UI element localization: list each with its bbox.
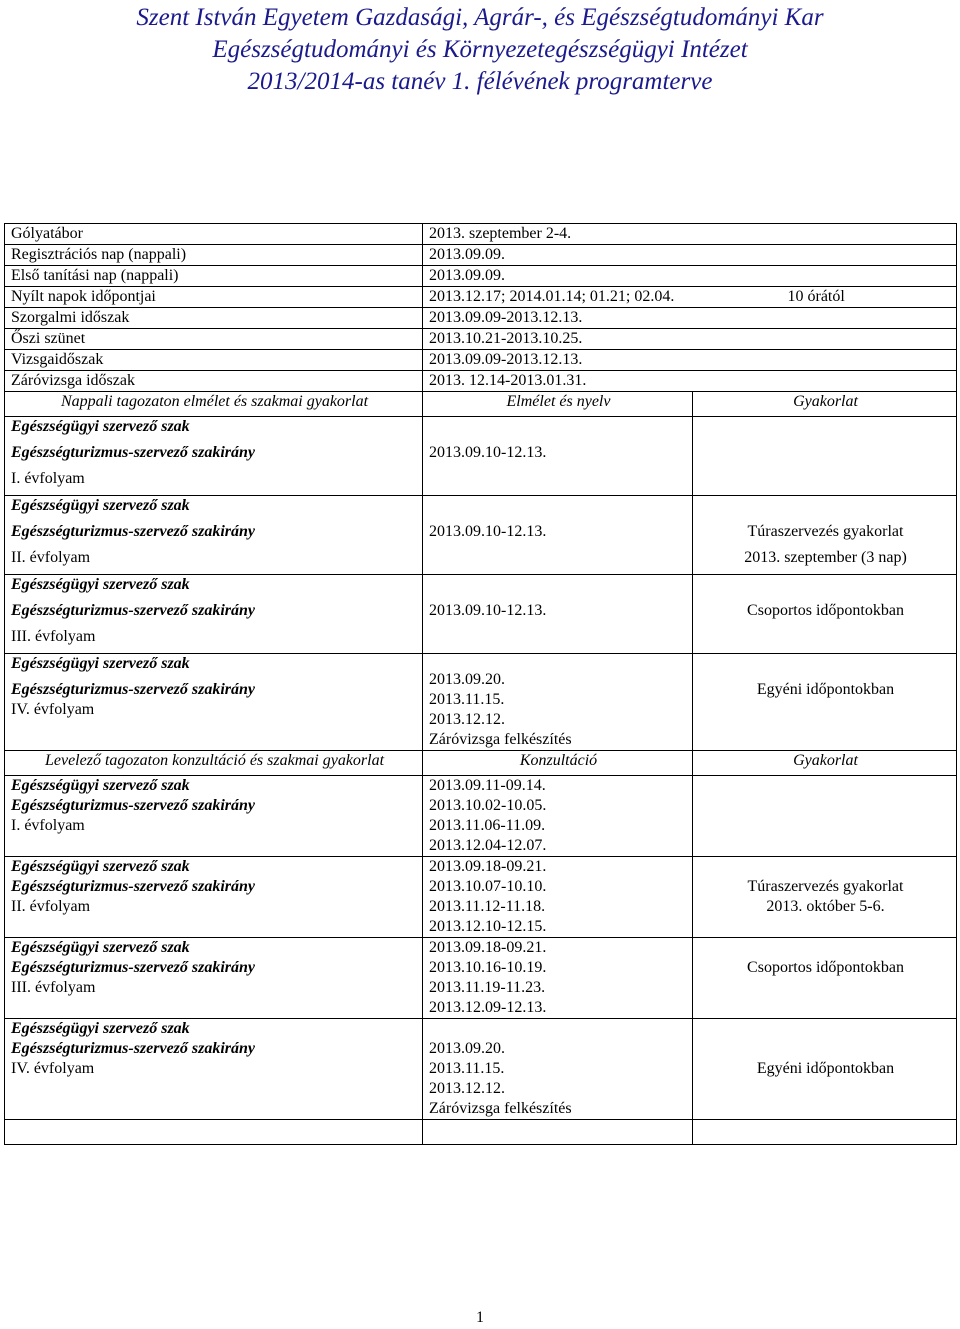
daytime-row-year-3 <box>5 575 957 654</box>
correspondence-row-year-3 <box>5 938 957 1019</box>
correspondence-row-year-4 <box>5 1019 957 1120</box>
practice-date: 2013. szeptember (3 nap) <box>744 549 907 566</box>
correspondence-row-year-2 <box>5 857 957 938</box>
daytime-row-year-4 <box>5 654 957 751</box>
daytime-header-title: Nappali tagozaton elmélet és szakmai gyakorlat <box>5 392 423 417</box>
specialization-name: Egészségturizmus-szervező szakirány <box>11 523 256 540</box>
schedule-date: 2013. szeptember 2-4. <box>423 224 693 245</box>
consultation-date: 2013.09.18-09.21. <box>429 858 547 875</box>
exam-date: 2013.11.15. <box>429 691 505 708</box>
correspondence-header-practice: Gyakorlat <box>693 751 957 776</box>
schedule-note <box>693 266 957 287</box>
program-name: Egészségügyi szervező szak <box>11 655 190 672</box>
schedule-note <box>693 329 957 350</box>
program-name: Egészségügyi szervező szak <box>11 858 190 875</box>
schedule-label: Őszi szünet <box>5 329 423 350</box>
year-label: III. évfolyam <box>11 979 96 996</box>
correspondence-header-consultation: Konzultáció <box>423 751 693 776</box>
schedule-label: Nyílt napok időpontjai <box>5 287 423 308</box>
practice-label: Csoportos időpontokban <box>747 602 904 619</box>
schedule-row <box>5 308 957 329</box>
schedule-date: 2013.12.17; 2014.01.14; 01.21; 02.04. <box>423 287 693 308</box>
schedule-row <box>5 266 957 287</box>
practice-label: Csoportos időpontokban <box>747 959 904 976</box>
program-name: Egészségügyi szervező szak <box>11 497 190 514</box>
theory-dates: 2013.09.10-12.13. <box>429 602 547 619</box>
schedule-label: Szorgalmi időszak <box>5 308 423 329</box>
schedule-date: 2013. 12.14-2013.01.31. <box>423 371 693 392</box>
schedule-label: Regisztrációs nap (nappali) <box>5 245 423 266</box>
specialization-name: Egészségturizmus-szervező szakirány <box>11 1040 256 1057</box>
consultation-date: 2013.10.07-10.10. <box>429 878 547 895</box>
year-label: II. évfolyam <box>11 549 91 566</box>
schedule-row <box>5 287 957 308</box>
exam-prep-label: Záróvizsga felkészítés <box>429 1100 572 1117</box>
year-label: I. évfolyam <box>11 470 85 487</box>
daytime-header-row <box>5 392 957 417</box>
schedule-date: 2013.09.09-2013.12.13. <box>423 350 693 371</box>
exam-date: 2013.12.12. <box>429 711 505 728</box>
schedule-date: 2013.10.21-2013.10.25. <box>423 329 693 350</box>
schedule-note <box>693 371 957 392</box>
theory-dates: 2013.09.10-12.13. <box>429 444 547 461</box>
daytime-row-year-1 <box>5 417 957 496</box>
practice-label: Egyéni időpontokban <box>756 1060 895 1077</box>
consultation-date: 2013.11.06-11.09. <box>429 817 546 834</box>
consultation-date: 2013.12.09-12.13. <box>429 999 547 1016</box>
consultation-date: 2013.12.04-12.07. <box>429 837 547 854</box>
schedule-date: 2013.09.09-2013.12.13. <box>423 308 693 329</box>
empty-row <box>5 1120 957 1145</box>
specialization-name: Egészségturizmus-szervező szakirány <box>11 681 256 698</box>
schedule-label: Záróvizsga időszak <box>5 371 423 392</box>
practice-label: Túraszervezés gyakorlat <box>747 523 904 540</box>
correspondence-header-title: Levelező tagozaton konzultáció és szakmai gyakorlat <box>5 751 423 776</box>
year-label: III. évfolyam <box>11 628 96 645</box>
specialization-name: Egészségturizmus-szervező szakirány <box>11 797 256 814</box>
document-title <box>0 2 960 98</box>
schedule-label: Gólyatábor <box>5 224 423 245</box>
schedule-note <box>693 224 957 245</box>
practice-label: Egyéni időpontokban <box>756 681 895 698</box>
daytime-header-theory: Elmélet és nyelv <box>423 392 693 417</box>
practice-date: 2013. október 5-6. <box>766 898 885 915</box>
program-table <box>4 223 957 1145</box>
specialization-name: Egészségturizmus-szervező szakirány <box>11 444 256 461</box>
schedule-row <box>5 371 957 392</box>
year-label: II. évfolyam <box>11 898 91 915</box>
schedule-row <box>5 350 957 371</box>
title-line-1: Szent István Egyetem Gazdasági, Agrár-, és Egészségtudományi Kar <box>136 4 824 31</box>
consultation-date: 2013.10.16-10.19. <box>429 959 547 976</box>
title-line-2: Egészségtudományi és Környezetegészségügyi Intézet <box>212 36 748 63</box>
consultation-date: 2013.12.10-12.15. <box>429 918 547 935</box>
year-label: IV. évfolyam <box>11 1060 95 1077</box>
consultation-date: 2013.09.18-09.21. <box>429 939 547 956</box>
consultation-date: 2013.11.12-11.18. <box>429 898 546 915</box>
correspondence-header-row <box>5 751 957 776</box>
program-name: Egészségügyi szervező szak <box>11 576 190 593</box>
specialization-name: Egészségturizmus-szervező szakirány <box>11 878 256 895</box>
specialization-name: Egészségturizmus-szervező szakirány <box>11 602 256 619</box>
consultation-date: 2013.10.02-10.05. <box>429 797 547 814</box>
page-number: 1 <box>476 1309 484 1326</box>
daytime-row-year-2 <box>5 496 957 575</box>
program-name: Egészségügyi szervező szak <box>11 418 190 435</box>
schedule-note: 10 órától <box>693 287 957 308</box>
correspondence-row-year-1 <box>5 776 957 857</box>
specialization-name: Egészségturizmus-szervező szakirány <box>11 959 256 976</box>
practice-label: Túraszervezés gyakorlat <box>747 878 904 895</box>
schedule-row <box>5 224 957 245</box>
consultation-date: 2013.11.15. <box>429 1060 505 1077</box>
title-line-3: 2013/2014-as tanév 1. félévének programterve <box>247 68 713 95</box>
exam-date: 2013.09.20. <box>429 671 505 688</box>
program-name: Egészségügyi szervező szak <box>11 1020 190 1037</box>
schedule-date: 2013.09.09. <box>423 245 693 266</box>
schedule-note <box>693 350 957 371</box>
year-label: I. évfolyam <box>11 817 85 834</box>
schedule-row <box>5 245 957 266</box>
program-name: Egészségügyi szervező szak <box>11 777 190 794</box>
consultation-date: 2013.11.19-11.23. <box>429 979 546 996</box>
consultation-date: 2013.09.11-09.14. <box>429 777 546 794</box>
program-name: Egészségügyi szervező szak <box>11 939 190 956</box>
schedule-label: Vizsgaidőszak <box>5 350 423 371</box>
theory-dates: 2013.09.10-12.13. <box>429 523 547 540</box>
schedule-note <box>693 245 957 266</box>
daytime-header-practice: Gyakorlat <box>693 392 957 417</box>
schedule-row <box>5 329 957 350</box>
consultation-date: 2013.12.12. <box>429 1080 505 1097</box>
schedule-date: 2013.09.09. <box>423 266 693 287</box>
consultation-date: 2013.09.20. <box>429 1040 505 1057</box>
exam-prep-label: Záróvizsga felkészítés <box>429 731 572 748</box>
schedule-note <box>693 308 957 329</box>
year-label: IV. évfolyam <box>11 701 95 718</box>
schedule-label: Első tanítási nap (nappali) <box>5 266 423 287</box>
